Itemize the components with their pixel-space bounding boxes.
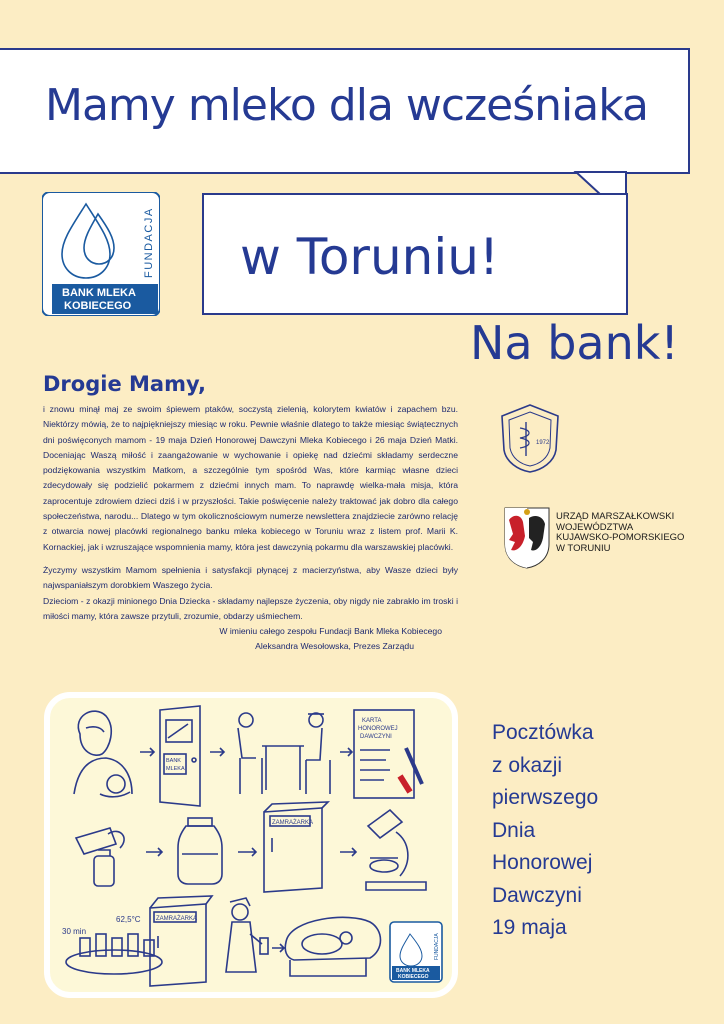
office-name-line: WOJEWÓDZTWA [556,521,634,533]
freezer-drawing [264,802,328,892]
signature-name: Aleksandra Wesołowska, Prezes Zarządu [255,641,414,652]
pasteurization-time: 30 min [62,927,87,936]
arrow-icon [140,748,154,756]
office-name-line: KUJAWSKO-POMORSKIEGO [556,532,685,543]
letter-paragraph: i znowu minął maj ze swoim śpiewem ptaków, soczystą zielenią, kolorytem kwiatów i zapachem bzu. Niektórzy mówią, że to najpiękniejszy miesiąc w roku. Pewnie właśnie dlatego to także miesiąc świątecznych dni poświęconych mamom - 19 maja Dzień Honorowej Dawczyni Mleka Kobiecego i 26 maja Dzień Matki. Doceniając Waszą miłość i zaangażowanie w wychowanie i opiekę nad dziećmi składamy serdeczne podziękowania wszystkim Matkom, a szczególnie tym spośród Was, które karmiąc własne dzieci zdecydowały się podzielić pokarmem z dziećmi innych mam. To naprawdę wielka-mała misja, która zaprocentuje zdrowiem dzieci dziś i w przyszłości. Takie poświęcenie należy traktować jak dobro dla całego społeczeństwa, narodu... Dlatego w tym okolicznościowym numerze newslettera znajdziecie zarówno relację z otwarcia nowej placówki regionalnego banku mleka kobiecego w Toruniu wraz z listem prof. Marii K. Kornackiej, jak i wzruszające wspomnienia mamy, która jest dawczynią pokarmu dla warszawskiej placówki. [43,404,458,552]
postcard-line: Honorowej [492,851,593,874]
incubator-drawing [285,917,380,976]
postcard-line: 19 maja [492,916,567,939]
page-slogan: Na bank! [470,316,679,370]
consultation-drawing [238,713,330,794]
arrow-icon [272,944,284,952]
office-name-line: URZĄD MARSZAŁKOWSKI [556,511,675,522]
mini-foundation-logo [390,922,442,982]
milk-bank-door [160,706,200,806]
milk-bottle-drawing [178,818,222,884]
card-line2: HONOROWEJ [358,726,398,732]
pasteurizer-drawing [62,915,162,974]
signature-line: W imieniu całego zespołu Fundacji Bank Mleka Kobiecego [219,626,442,637]
arrow-icon [340,748,352,756]
freezer-drawing [150,896,212,986]
postcard-line: Dawczyni [492,883,582,907]
page-title: Mamy mleko dla wcześniaka [45,80,648,131]
arrow-icon [238,848,256,856]
postcard-line: z okazji [492,753,563,777]
logo-name-line1: BANK MLEKA [62,287,136,299]
mini-logo-line2: KOBIECEGO [398,974,429,980]
office-name-line: W TORUNIU [556,542,611,554]
medical-seal [498,402,562,474]
card-line1: KARTA [362,718,382,724]
breast-pump-drawing [76,828,124,886]
logo-vertical-text: FUNDACJA [143,207,155,278]
foundation-logo [42,192,160,316]
letter-body [43,402,458,655]
arrow-icon [340,848,356,856]
process-illustration [44,692,458,998]
microscope-drawing [366,810,426,890]
coat-of-arms-icon [503,506,551,570]
medical-seal-icon [498,402,562,474]
card-line3: DAWCZYNI [360,734,392,740]
freezer2-label: ZAMRAŻARKA [156,916,198,922]
postcard-caption [492,717,598,945]
postcard-line: Pocztówka [492,721,594,744]
office-name [556,512,684,554]
arrow-icon [146,848,162,856]
door-sign-line2: MLEKA [166,766,185,772]
arrow-icon [210,748,224,756]
freezer-label: ZAMRAŻARKA [272,820,314,826]
mini-logo-line1: BANK MLEKA [396,968,430,974]
pasteurization-temp: 62,5°C [116,915,141,924]
nurse-drawing [226,898,268,972]
office-crest [503,506,551,570]
postcard-line: pierwszego [492,786,599,809]
mother-feeding-drawing [74,711,132,797]
seal-year: 1972 [536,440,550,446]
postcard-line: Dnia [492,818,536,842]
page-title-city: w Toruniu! [240,228,499,286]
letter-paragraph: Dzieciom - z okazji minionego Dnia Dziecka - składamy najlepsze życzenia, oby nigdy nie zabrakło im troski i miłości mamy, która zawsze przytuli, zrozumie, obdarzy uśmiechem. [43,595,458,621]
door-sign-line1: BANK [166,758,181,764]
logo-name-line2: KOBIECEGO [64,300,132,312]
donor-card-drawing [354,710,422,798]
letter-paragraph: Życzymy wszystkim Mamom spełnienia i satysfakcji płynącej z macierzyństwa, aby Wasze dzieci były najwspaniałszym dorobkiem Waszego życia. [43,564,458,591]
mini-logo-vertical: FUNDACJA [434,933,440,960]
greeting: Drogie Mamy, [43,372,206,396]
